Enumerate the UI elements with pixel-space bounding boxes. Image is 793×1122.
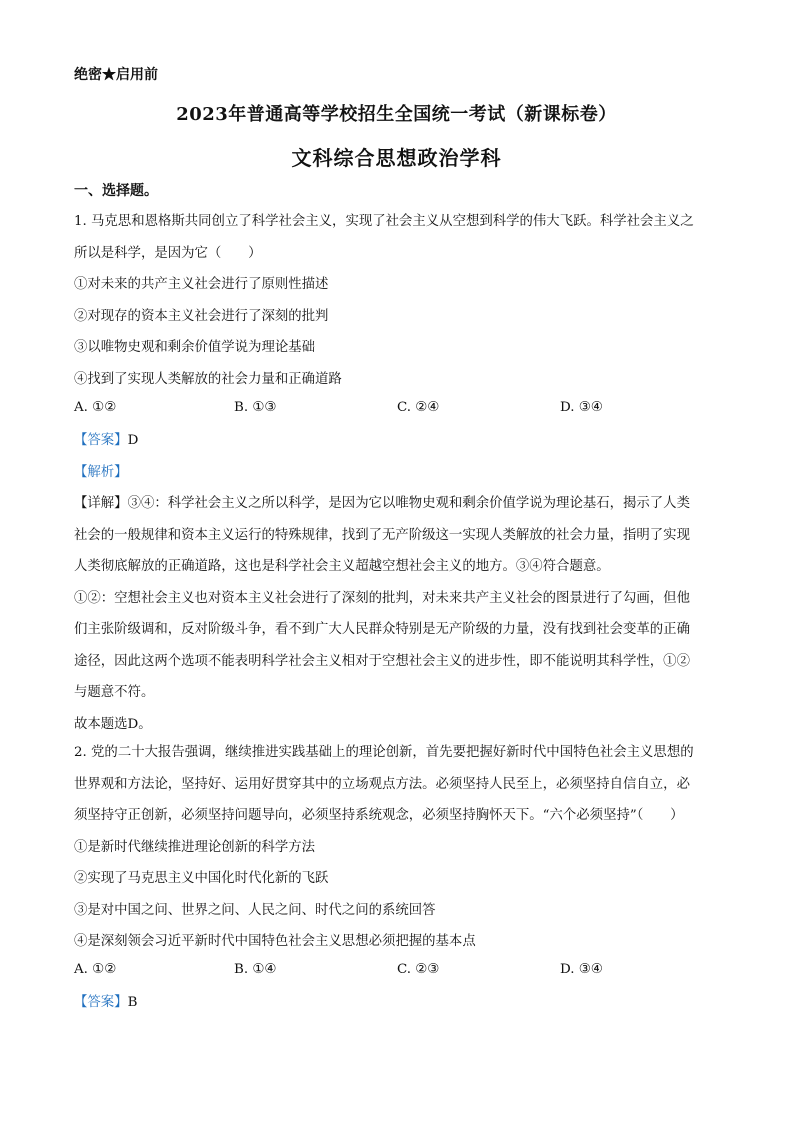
q2-stem-line: 2. 党的二十大报告强调，继续推进实践基础上的理论创新，首先要把握好新时代中国特色社会主义思想的	[74, 745, 694, 760]
q2-option-b: B. ①④	[234, 962, 277, 977]
q2-options	[74, 962, 724, 986]
q1-detail-line: 途径，因此这两个选项不能表明科学社会主义相对于空想社会主义的进步性，即不能说明其科学性，①②	[74, 653, 690, 669]
q2-statement: ④是深刻领会习近平新时代中国特色社会主义思想必须把握的基本点	[74, 934, 476, 949]
section-heading: 一、选择题。	[74, 183, 158, 199]
exam-subtitle: 文科综合思想政治学科	[291, 146, 502, 170]
q1-detail-line: ①②：空想社会主义也对资本主义社会进行了深刻的批判，对未来共产主义社会的图景进行了勾画，但他	[74, 590, 690, 606]
q1-statement: ①对未来的共产主义社会进行了原则性描述	[74, 277, 329, 292]
q1-detail-text: ③④：科学社会主义之所以科学，是因为它以唯物史观和剩余价值学说为理论基石，揭示了人类	[127, 496, 690, 511]
q1-answer-block	[74, 425, 724, 740]
q2-statement: ②实现了马克思主义中国化时代化新的飞跃	[74, 871, 329, 886]
q2-stem-line: 世界观和方法论，坚持好、运用好贯穿其中的立场观点方法。必须坚持人民至上，必须坚持自信自立，必	[74, 776, 690, 792]
q2-answer-block	[74, 987, 724, 1019]
detail-tag: 【详解】	[74, 496, 128, 511]
q1-detail-line: 们主张阶级调和，反对阶级斗争，看不到广大人民群众特别是无产阶级的力量，没有找到社会变革的正确	[74, 622, 690, 637]
q1-detail-line: 人类彻底解放的正确道路，这也是科学社会主义超越空想社会主义的地方。③④符合题意。	[74, 559, 610, 574]
exam-title: 2023年普通高等学校招生全国统一考试（新课标卷）	[176, 104, 617, 125]
q1-statement: ④找到了实现人类解放的社会力量和正确道路	[74, 371, 342, 387]
q1-detail-line	[74, 488, 724, 520]
q1-answer-value: D	[127, 433, 139, 448]
q1-detail-line: 与题意不符。	[74, 685, 155, 700]
q1-option-b: B. ①③	[234, 400, 277, 415]
q1-statement: ③以唯物史观和剩余价值学说为理论基础	[74, 340, 316, 355]
q1-option-a: A. ①②	[74, 400, 117, 415]
q2-statement: ①是新时代继续推进理论创新的科学方法	[74, 839, 316, 855]
q1-stem-line: 所以是科学，是因为它（ ）	[74, 245, 262, 261]
answer-tag: 【答案】	[74, 433, 128, 448]
q2-statement: ③是对中国之问、世界之问、人民之问、时代之问的系统回答	[74, 902, 436, 918]
q1-statement: ②对现存的资本主义社会进行了深刻的批判	[74, 308, 329, 324]
question-2	[74, 737, 724, 958]
q2-option-c: C. ②③	[397, 962, 440, 977]
q1-conclusion: 故本题选D。	[74, 716, 152, 732]
analysis-tag: 【解析】	[74, 464, 128, 480]
q2-stem-line: 须坚持守正创新，必须坚持问题导向，必须坚持系统观念，必须坚持胸怀天下。“六个必须坚持”（ ）	[74, 808, 684, 823]
q1-option-c: C. ②④	[397, 400, 440, 415]
q2-option-a: A. ①②	[74, 962, 117, 977]
q1-stem-line: 1. 马克思和恩格斯共同创立了科学社会主义，实现了社会主义从空想到科学的伟大飞跃。科学社会主义之	[74, 214, 694, 229]
answer-tag: 【答案】	[74, 995, 128, 1010]
q1-detail-line: 社会的一般规律和资本主义运行的特殊规律，找到了无产阶级这一实现人类解放的社会力量，指明了实现	[74, 527, 690, 543]
q1-option-d: D. ③④	[560, 400, 603, 415]
question-1	[74, 206, 724, 395]
secret-label: 绝密★启用前	[74, 67, 158, 83]
q1-options	[74, 400, 724, 424]
q2-option-d: D. ③④	[560, 962, 603, 977]
q1-answer-line	[74, 425, 724, 457]
q2-answer-value: B	[127, 995, 138, 1010]
q2-answer-line	[74, 987, 724, 1019]
